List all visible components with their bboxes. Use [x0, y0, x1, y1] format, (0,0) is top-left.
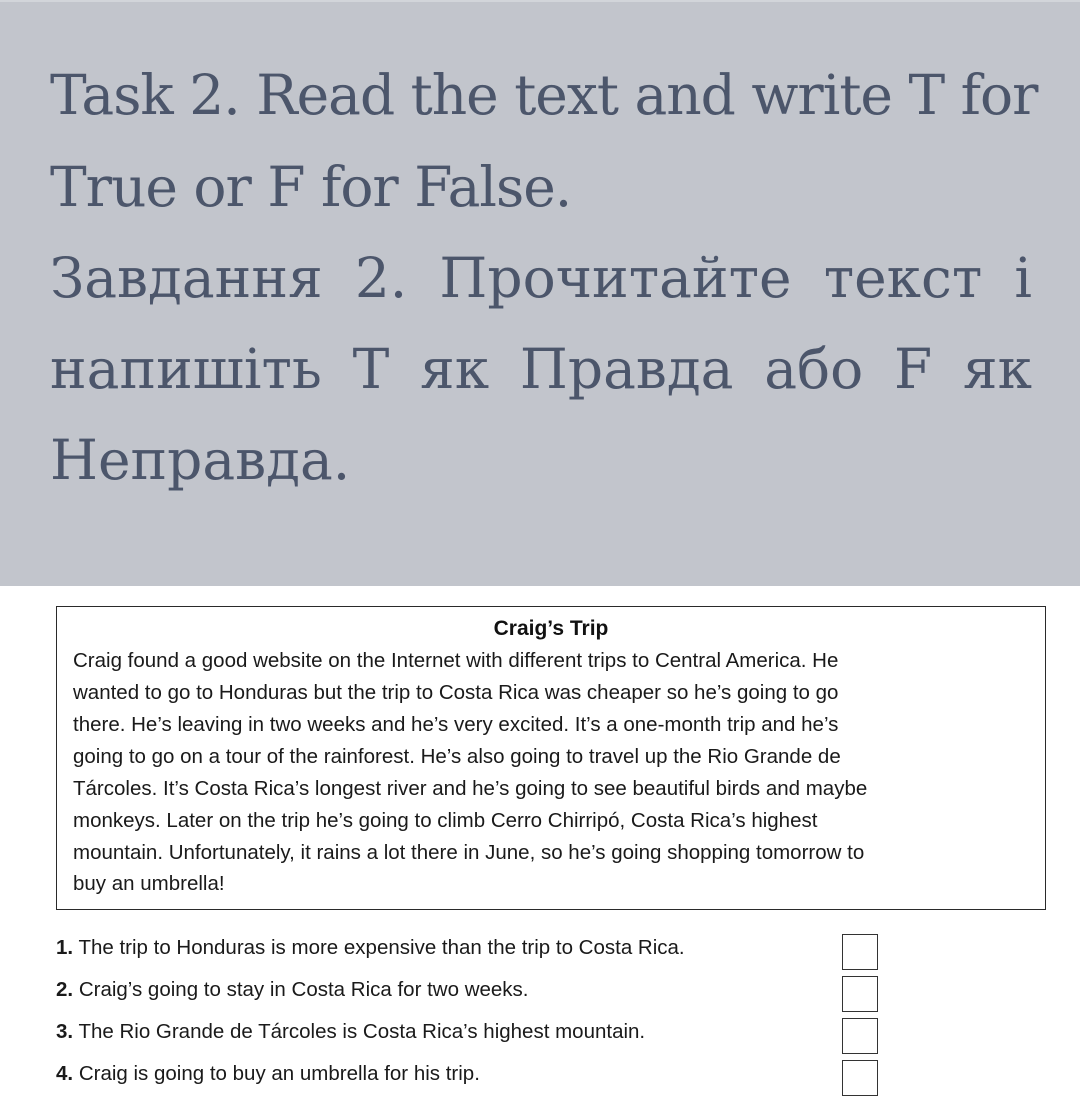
- question-text: [56, 1018, 645, 1046]
- true-false-questions: [56, 930, 896, 1100]
- question-number: 1.: [56, 936, 74, 959]
- answer-box-3[interactable]: [842, 1018, 878, 1054]
- task-instruction-en-line-2: True or F for False.: [50, 155, 572, 219]
- question-statement: Craig is going to buy an umbrella for his trip.: [78, 1062, 480, 1085]
- task-instruction-uk-line-3: Неправда.: [50, 428, 351, 492]
- reading-line: wanted to go to Honduras but the trip to Costa Rica was cheaper so he’s going to go: [73, 681, 839, 704]
- question-text: [56, 1060, 480, 1088]
- question-item-1: [56, 930, 896, 970]
- question-item-4: [56, 1056, 896, 1096]
- question-statement: The trip to Honduras is more expensive than the trip to Costa Rica.: [78, 936, 685, 959]
- question-text: [56, 976, 529, 1004]
- reading-line: Tárcoles. It’s Costa Rica’s longest river and he’s going to see beautiful birds and maybe: [73, 777, 868, 800]
- reading-text-box: [56, 606, 1046, 910]
- question-text: [56, 934, 685, 962]
- task-instruction-uk-line-2: напишіть T як Правда або F як: [50, 337, 1032, 401]
- reading-line: mountain. Unfortunately, it rains a lot there in June, so he’s going shopping tomorrow to: [73, 841, 865, 864]
- question-statement: The Rio Grande de Tárcoles is Costa Rica’s highest mountain.: [78, 1020, 646, 1043]
- reading-line: monkeys. Later on the trip he’s going to climb Cerro Chirripó, Costa Rica’s highest: [73, 809, 818, 832]
- reading-line: there. He’s leaving in two weeks and he’s very excited. It’s a one-month trip and he’s: [73, 713, 839, 736]
- answer-box-1[interactable]: [842, 934, 878, 970]
- question-statement: Craig’s going to stay in Costa Rica for two weeks.: [78, 978, 529, 1001]
- task-instruction-en-line-1: Task 2. Read the text and write T for: [50, 63, 1038, 127]
- answer-box-2[interactable]: [842, 976, 878, 1012]
- question-number: 4.: [56, 1062, 74, 1085]
- reading-line: going to go on a tour of the rainforest. He’s also going to travel up the Rio Grande de: [73, 745, 841, 768]
- question-item-3: [56, 1014, 896, 1054]
- reading-line: buy an umbrella!: [73, 872, 225, 895]
- question-number: 3.: [56, 1020, 74, 1043]
- reading-title: Craig’s Trip: [493, 617, 609, 640]
- task-instruction-uk-line-1: Завдання 2. Прочитайте текст і: [50, 246, 1032, 310]
- question-item-2: [56, 972, 896, 1012]
- question-number: 2.: [56, 978, 74, 1001]
- reading-line: Craig found a good website on the Internet with different trips to Central America. He: [73, 649, 839, 672]
- answer-box-4[interactable]: [842, 1060, 878, 1096]
